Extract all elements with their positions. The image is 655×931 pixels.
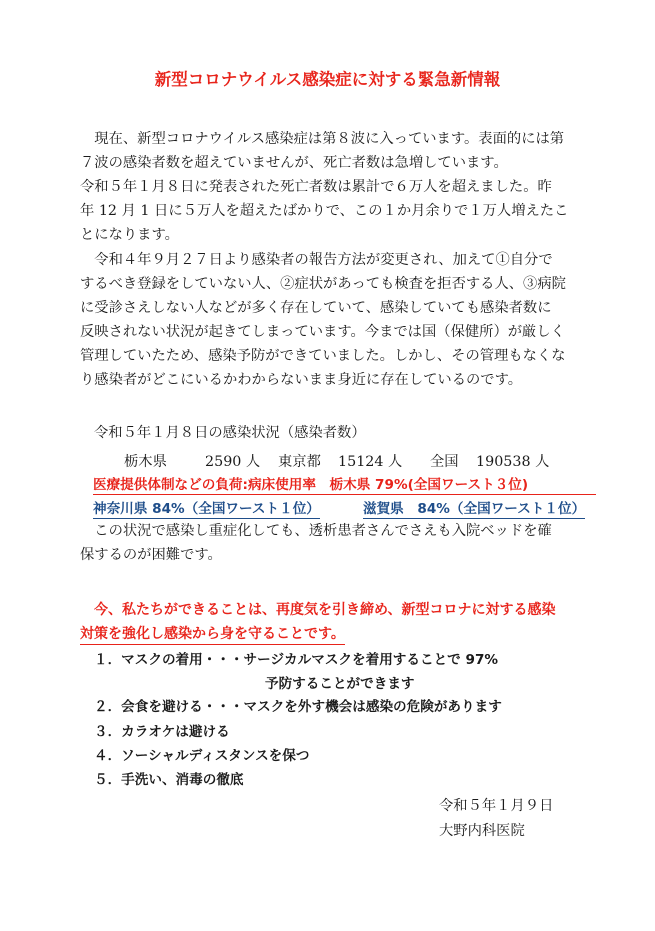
count-value-tochigi: 2590 人 <box>205 454 261 470</box>
paragraph-line: 令和４年９月２７日より感染者の報告方法が変更され、加えて①自分で <box>80 252 553 268</box>
paragraph-line: 年 12 月 1 日に５万人を超えたばかりで、この１か月余りで１万人増えたこ <box>80 203 569 219</box>
paragraph-line: に受診さえしない人などが多く存在していて、感染していても感染者数に <box>80 300 552 316</box>
paragraph-line: り感染者がどこにいるかわからないまま身近に存在しているのです。 <box>80 372 523 388</box>
measure-item: ２．会食を避ける・・・マスクを外す機会は感染の危険があります <box>94 699 502 715</box>
paragraph-line: 令和５年１月８日に発表された死亡者数は累計で６万人を超えました。昨 <box>80 179 552 195</box>
clinic-name: 大野内科医院 <box>439 823 525 839</box>
issue-date: 令和５年１月９日 <box>439 798 554 814</box>
appeal-line: 対策を強化し感染から身を守ることです。 <box>80 623 345 645</box>
count-name-national: 全国 <box>430 454 459 470</box>
appeal-line: 今、私たちができることは、再度気を引き締め、新型コロナに対する感染 <box>80 602 556 618</box>
paragraph-line: 保するのが困難です。 <box>80 547 222 563</box>
measure-item: ３．カラオケは避ける <box>94 724 230 740</box>
status-heading: 令和５年１月８日の感染状況（感染者数） <box>94 425 366 441</box>
kanagawa-occupancy: 神奈川県 84%（全国ワースト１位） <box>93 497 320 519</box>
measure-item: ４．ソーシャルディスタンスを保つ <box>94 748 310 764</box>
paragraph-line: この状況で感染し重症化しても、透析患者さんでさえも入院ベッドを確 <box>80 523 552 539</box>
shiga-occupancy: 滋賀県 84%（全国ワースト１位） <box>363 497 585 519</box>
paragraph-line: ７波の感染者数を超えていませんが、死亡者数は急増しています。 <box>80 155 508 171</box>
count-name-tochigi: 栃木県 <box>124 454 167 470</box>
paragraph-line: するべき登録をしていない人、②症状があっても検査を拒否する人、③病院 <box>80 276 566 292</box>
paragraph-line: とになります。 <box>80 227 179 243</box>
paragraph-line: 反映されない状況が起きてしまっています。今までは国（保健所）が厳しく <box>80 324 565 340</box>
measure-item: ５．手洗い、消毒の徹底 <box>94 772 244 788</box>
count-name-tokyo: 東京都 <box>278 454 321 470</box>
count-value-national: 190538 人 <box>476 454 550 470</box>
measure-item: １．マスクの着用・・・サージカルマスクを着用することで 97% <box>94 652 499 668</box>
bed-occupancy-line: 医療提供体制などの負荷:病床使用率 栃木県 79%(全国ワースト３位) <box>93 473 596 495</box>
measure-item-continued: 予防することができます <box>265 676 415 692</box>
count-value-tokyo: 15124 人 <box>338 454 403 470</box>
paragraph-line: 現在、新型コロナウイルス感染症は第８波に入っています。表面的には第 <box>80 131 565 147</box>
page-title: 新型コロナウイルス感染症に対する緊急新情報 <box>154 70 501 89</box>
paragraph-line: 管理していたため、感染予防ができていました。しかし、その管理もなくな <box>80 348 566 364</box>
